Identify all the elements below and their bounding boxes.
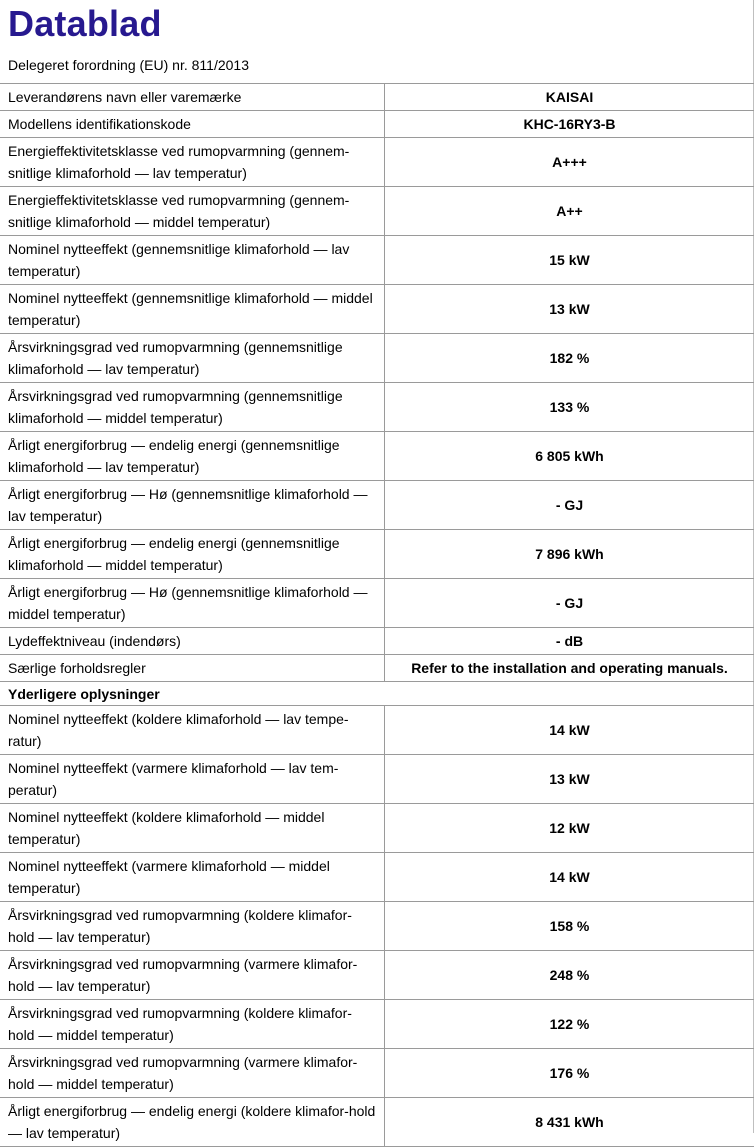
table-row xyxy=(0,1049,754,1098)
regulation-subtitle: Delegeret forordning (EU) nr. 811/2013 xyxy=(8,57,249,73)
row-label: Årsvirkningsgrad ved rumopvarmning (varmere klimafor-hold — middel temperatur) xyxy=(0,1049,385,1098)
table-row xyxy=(0,111,754,138)
row-value: - dB xyxy=(385,628,755,655)
row-value: 248 % xyxy=(385,951,755,1000)
row-label: Årsvirkningsgrad ved rumopvarmning (koldere klimafor-hold — middel temperatur) xyxy=(0,1000,385,1049)
row-value: 14 kW xyxy=(385,853,755,902)
row-value: 7 896 kWh xyxy=(385,530,755,579)
page-title: Datablad xyxy=(8,3,162,44)
row-label: Årsvirkningsgrad ved rumopvarmning (gennemsnitlige klimaforhold — lav temperatur) xyxy=(0,334,385,383)
row-label: Energieffektivitetsklasse ved rumopvarmning (gennem-snitlige klimaforhold — lav temperatur) xyxy=(0,138,385,187)
section-header-row xyxy=(0,682,754,706)
table-row xyxy=(0,530,754,579)
row-label: Modellens identifikationskode xyxy=(0,111,385,138)
table-row xyxy=(0,655,754,682)
table-row xyxy=(0,853,754,902)
row-value: 12 kW xyxy=(385,804,755,853)
row-value: 15 kW xyxy=(385,236,755,285)
table-row xyxy=(0,804,754,853)
row-label: Årligt energiforbrug — endelig energi (gennemsnitlige klimaforhold — middel temperatur) xyxy=(0,530,385,579)
row-label: Energieffektivitetsklasse ved rumopvarmning (gennem-snitlige klimaforhold — middel temperatur) xyxy=(0,187,385,236)
table-row xyxy=(0,1098,754,1147)
row-label: Nominel nytteeffekt (gennemsnitlige klimaforhold — lav temperatur) xyxy=(0,236,385,285)
table-row xyxy=(0,383,754,432)
row-value: KAISAI xyxy=(385,84,755,111)
row-label: Lydeffektniveau (indendørs) xyxy=(0,628,385,655)
row-value: 13 kW xyxy=(385,285,755,334)
row-value: 6 805 kWh xyxy=(385,432,755,481)
table-row xyxy=(0,902,754,951)
row-label: Nominel nytteeffekt (gennemsnitlige klimaforhold — middel temperatur) xyxy=(0,285,385,334)
row-value: 182 % xyxy=(385,334,755,383)
table-row xyxy=(0,481,754,530)
row-label: Årsvirkningsgrad ved rumopvarmning (koldere klimafor-hold — lav temperatur) xyxy=(0,902,385,951)
row-label: Særlige forholdsregler xyxy=(0,655,385,682)
row-value: A++ xyxy=(385,187,755,236)
row-label: Årsvirkningsgrad ved rumopvarmning (gennemsnitlige klimaforhold — middel temperatur) xyxy=(0,383,385,432)
row-label: Nominel nytteeffekt (koldere klimaforhold — middel temperatur) xyxy=(0,804,385,853)
row-label: Nominel nytteeffekt (koldere klimaforhold — lav tempe-ratur) xyxy=(0,706,385,755)
row-label: Årligt energiforbrug — Hø (gennemsnitlige klimaforhold — lav temperatur) xyxy=(0,481,385,530)
table-row xyxy=(0,138,754,187)
row-value: - GJ xyxy=(385,481,755,530)
row-value: KHC-16RY3-B xyxy=(385,111,755,138)
table-row xyxy=(0,334,754,383)
row-value: 176 % xyxy=(385,1049,755,1098)
table-row xyxy=(0,285,754,334)
table-row xyxy=(0,579,754,628)
row-value: 122 % xyxy=(385,1000,755,1049)
section-title: Yderligere oplysninger xyxy=(0,682,754,706)
row-label: Nominel nytteeffekt (varmere klimaforhold — lav tem-peratur) xyxy=(0,755,385,804)
table-row xyxy=(0,84,754,111)
table-row xyxy=(0,432,754,481)
row-value: 133 % xyxy=(385,383,755,432)
row-value: Refer to the installation and operating manuals. xyxy=(385,655,755,682)
row-label: Årligt energiforbrug — Hø (gennemsnitlige klimaforhold — middel temperatur) xyxy=(0,579,385,628)
row-label: Leverandørens navn eller varemærke xyxy=(0,84,385,111)
row-label: Nominel nytteeffekt (varmere klimaforhold — middel temperatur) xyxy=(0,853,385,902)
row-value: 14 kW xyxy=(385,706,755,755)
datasheet-table xyxy=(0,83,754,1147)
row-value: 13 kW xyxy=(385,755,755,804)
table-row xyxy=(0,951,754,1000)
row-value: 8 431 kWh xyxy=(385,1098,755,1147)
row-value: 158 % xyxy=(385,902,755,951)
table-row xyxy=(0,236,754,285)
table-row xyxy=(0,628,754,655)
row-label: Årligt energiforbrug — endelig energi (gennemsnitlige klimaforhold — lav temperatur) xyxy=(0,432,385,481)
table-row xyxy=(0,706,754,755)
table-row xyxy=(0,187,754,236)
row-value: - GJ xyxy=(385,579,755,628)
row-value: A+++ xyxy=(385,138,755,187)
row-label: Årsvirkningsgrad ved rumopvarmning (varmere klimafor-hold — lav temperatur) xyxy=(0,951,385,1000)
table-row xyxy=(0,1000,754,1049)
table-row xyxy=(0,755,754,804)
row-label: Årligt energiforbrug — endelig energi (koldere klimafor-hold — lav temperatur) xyxy=(0,1098,385,1147)
